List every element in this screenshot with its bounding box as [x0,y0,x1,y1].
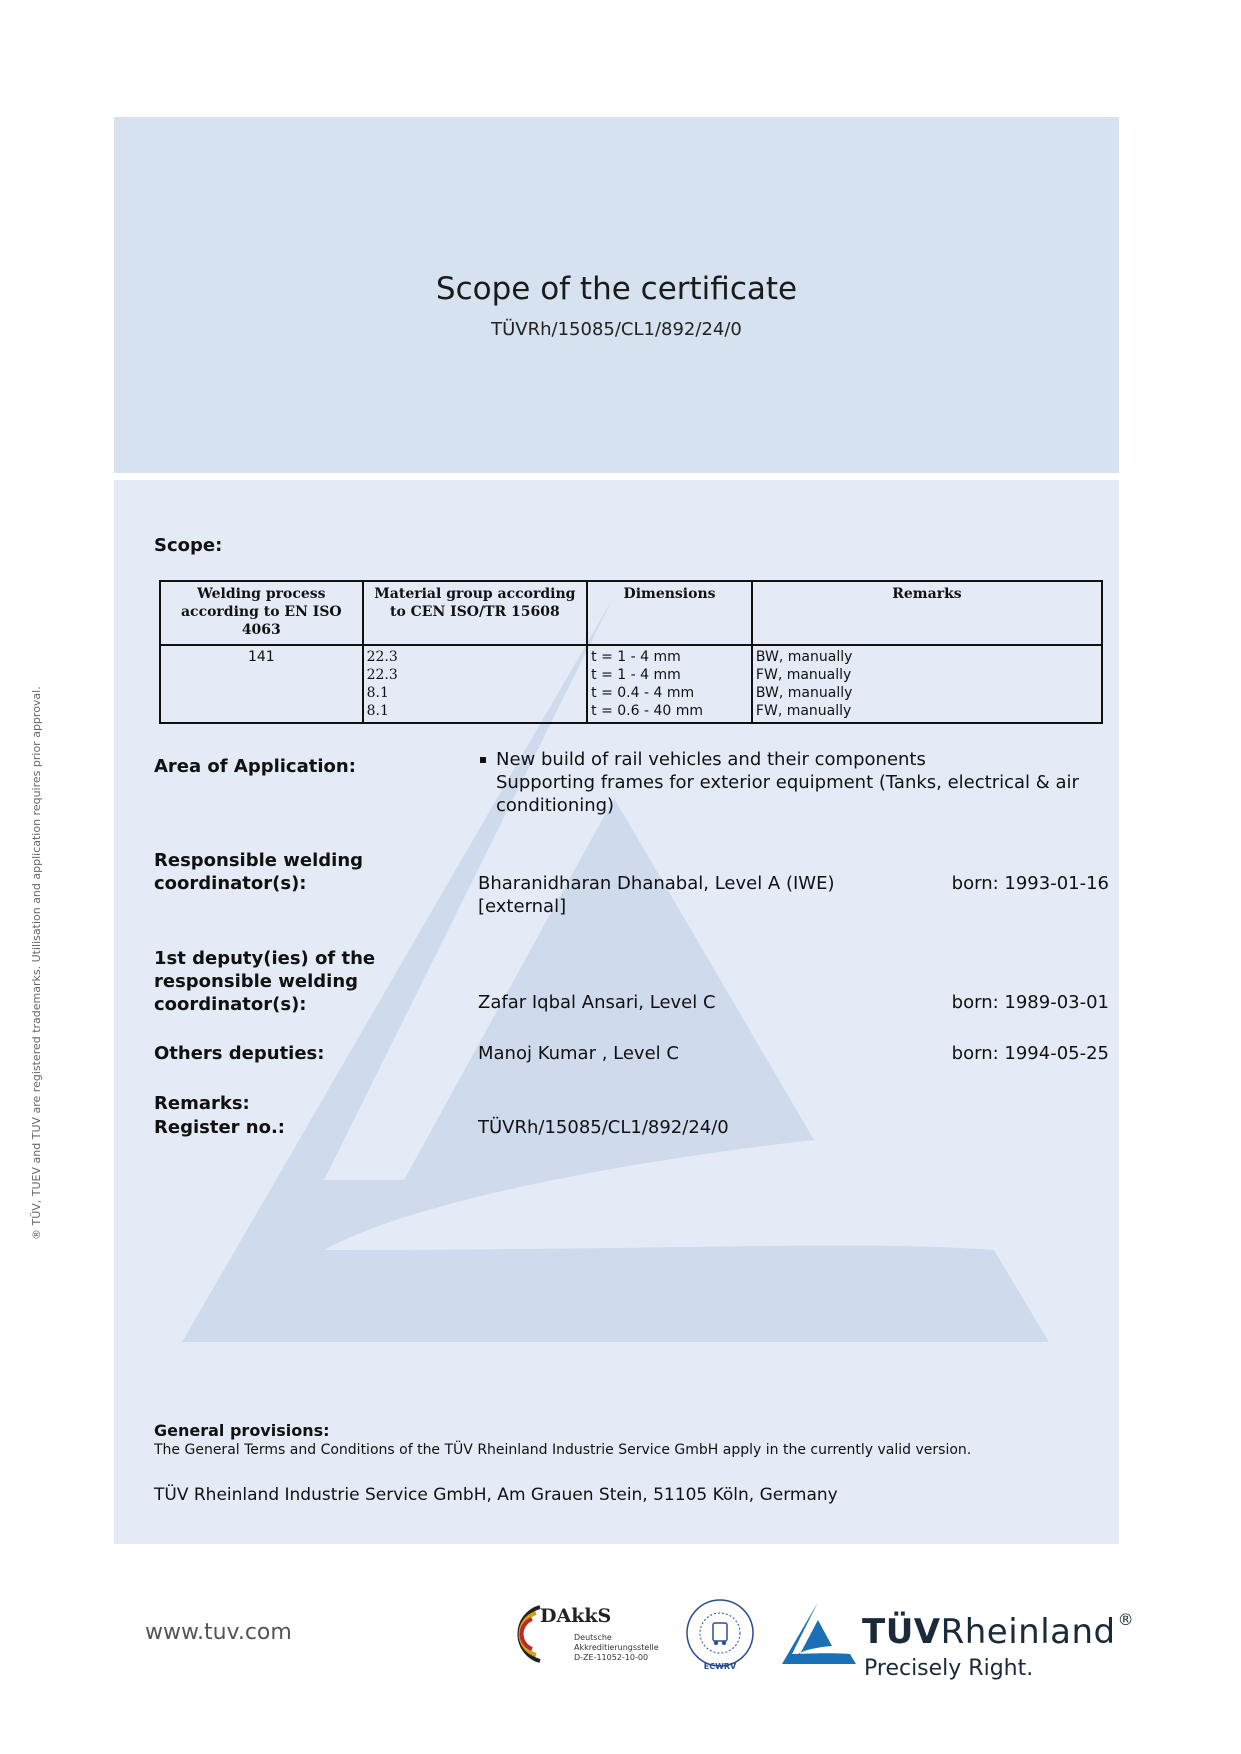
page-title: Scope of the certificate [435,271,798,307]
dakks-line: Akkreditierungsstelle [574,1643,659,1652]
cell-material [363,645,588,723]
brand-rest: Rheinland [940,1612,1116,1652]
cell-remarks [752,645,1102,723]
tuv-tagline: Precisely Right. [864,1656,1034,1681]
brand-bold: TÜV [862,1612,941,1652]
general-provisions-text: The General Terms and Conditions of the TÜV Rheinland Industrie Service GmbH apply in the currently valid version. [154,1442,972,1458]
others-born: born: 1994-05-25 [951,1043,1109,1064]
bullet-icon [480,757,486,763]
cell-process: 141 [160,645,363,723]
register-value: TÜVRh/15085/CL1/892/24/0 [478,1117,729,1138]
coordinator-name: Bharanidharan Dhanabal, Level A (IWE) [external] [478,873,835,917]
trademark-note-text: ® TÜV, TUEV and TUV are registered trademarks. Utilisation and application requires prior approval. [30,686,43,1240]
deputy-label: 1st deputy(ies) of the responsible welding coordinator(s): [154,948,376,1015]
dakks-line: Deutsche [574,1633,612,1642]
remark-value: FW, manually [755,703,852,719]
dimension-value: t = 0.6 - 40 mm [591,703,704,719]
material-value: 22.3 [366,649,398,665]
remark-value: FW, manually [755,667,852,683]
coordinator-label: Responsible welding coordinator(s): [154,850,364,894]
company-address: TÜV Rheinland Industrie Service GmbH, Am Grauen Stein, 51105 Köln, Germany [154,1485,838,1505]
column-header-material: Material group according to CEN ISO/TR 15608 [363,581,588,645]
remark-value: BW, manually [755,685,853,701]
ecwrv-abbr: ECWRV [703,1662,737,1671]
column-header-remarks: Remarks [752,581,1102,645]
dimension-value: t = 0.4 - 4 mm [591,685,695,701]
website-link[interactable]: www.tuv.com [145,1620,292,1645]
application-list [478,748,1108,817]
dakks-caption [574,1633,659,1663]
application-item-text: New build of rail vehicles and their components [496,749,926,770]
ecwrv-seal-icon [680,1595,760,1675]
application-label: Area of Application: [154,756,356,777]
material-value: 8.1 [366,685,389,701]
tuv-brand-name [862,1612,1134,1652]
certificate-number: TÜVRh/15085/CL1/892/24/0 [491,319,742,340]
remarks-label: Remarks: [154,1093,250,1114]
cell-dimensions [587,645,752,723]
scope-table [159,580,1103,724]
deputy-name: Zafar Iqbal Ansari, Level C [478,992,716,1013]
scope-heading: Scope: [154,535,223,556]
dimension-value: t = 1 - 4 mm [591,667,681,683]
list-item [478,748,1108,771]
table-row [160,645,1102,723]
material-value: 8.1 [366,703,389,719]
dakks-logo [510,1595,670,1675]
material-value: 22.3 [366,667,398,683]
column-header-dimensions: Dimensions [587,581,752,645]
brand-registered: ® [1117,1610,1135,1629]
column-header-process: Welding process according to EN ISO 4063 [160,581,363,645]
table-header-row [160,581,1102,645]
others-label: Others deputies: [154,1043,325,1064]
remark-value: BW, manually [755,649,853,665]
ecwrv-seal-graphic [680,1595,760,1675]
application-line2: Supporting frames for exterior equipment (Tanks, electrical & air conditioning) [496,772,1079,816]
deputy-born: born: 1989-03-01 [951,992,1109,1013]
certificate-body [114,480,1119,1544]
dimension-value: t = 1 - 4 mm [591,649,681,665]
certificate-header [114,117,1119,473]
coordinator-born: born: 1993-01-16 [951,873,1109,894]
others-name: Manoj Kumar , Level C [478,1043,679,1064]
dakks-name: DAkkS [540,1605,612,1627]
general-provisions-title: General provisions: [154,1421,330,1440]
register-label: Register no.: [154,1117,286,1138]
dakks-line: D-ZE-11052-10-00 [574,1653,649,1662]
